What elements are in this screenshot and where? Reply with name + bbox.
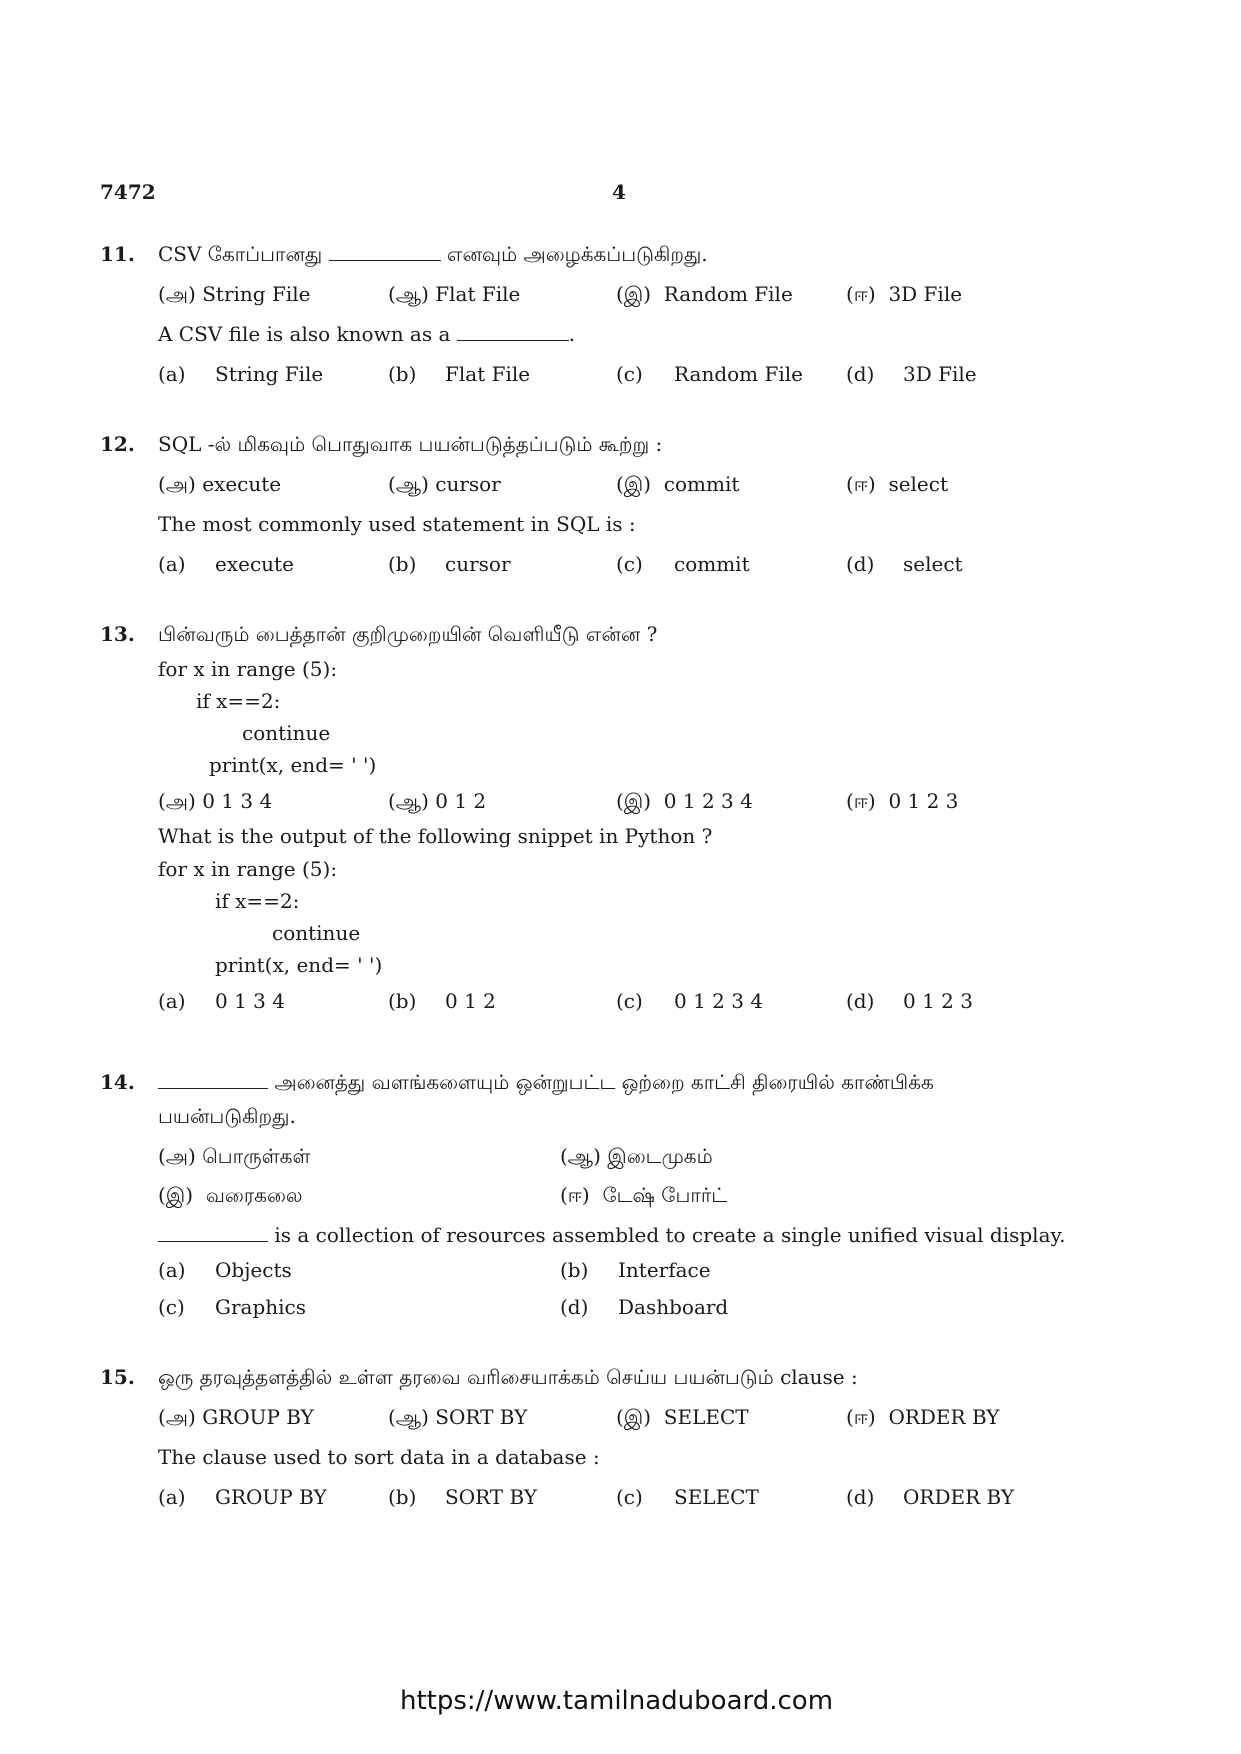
q12-en-opt-b-text: cursor: [445, 552, 511, 576]
question-number-11: 11.: [100, 242, 135, 266]
q13-ta-opt-4: (ஈ) 0 1 2 3: [846, 789, 959, 813]
q11-en-opt-a: (a): [158, 362, 186, 386]
q12-tamil-stem: SQL -ல் மிகவும் பொதுவாக பயன்படுத்தப்படும் கூற்று :: [158, 432, 663, 456]
q13-en-opt-d-text: 0 1 2 3: [903, 989, 973, 1013]
q11-ta-opt-2: (ஆ) Flat File: [388, 282, 521, 306]
q11-en-opt-c-text: Random File: [674, 362, 803, 386]
q12-en-opt-a-text: execute: [215, 552, 294, 576]
q12-en-opt-b: (b): [388, 552, 417, 576]
code-line: print(x, end= ' '): [209, 753, 377, 777]
q11-en-opt-c: (c): [616, 362, 643, 386]
q14-en-opt-c: (c): [158, 1295, 185, 1319]
q14-en-opt-a-text: Objects: [215, 1258, 292, 1282]
q14-tamil-stem-line1: அனைத்து வளங்களையும் ஒன்றுபட்ட ஒற்றை காட்சி திரையில் காண்பிக்க: [158, 1070, 934, 1097]
q14-en-opt-b-text: Interface: [618, 1258, 711, 1282]
q15-en-opt-d-text: ORDER BY: [903, 1485, 1015, 1509]
q11-en-opt-b-text: Flat File: [445, 362, 531, 386]
q14-en-opt-d-text: Dashboard: [618, 1295, 729, 1319]
q13-ta-opt-2: (ஆ) 0 1 2: [388, 789, 487, 813]
page-number: 4: [612, 180, 626, 204]
q15-tamil-stem: ஒரு தரவுத்தளத்தில் உள்ள தரவை வரிசையாக்கம் செய்ய பயன்படும் clause :: [158, 1365, 858, 1389]
q11-ta-opt-1: (அ) String File: [158, 282, 311, 306]
code-line: print(x, end= ' '): [215, 953, 383, 977]
q15-ta-opt-1: (அ) GROUP BY: [158, 1405, 314, 1429]
q15-en-opt-c-text: SELECT: [674, 1485, 759, 1509]
q11-en-opt-b: (b): [388, 362, 417, 386]
q12-ta-opt-3: (இ) commit: [616, 472, 740, 496]
q12-ta-opt-1: (அ) execute: [158, 472, 282, 496]
q14-ta-opt-2: (ஆ) இடைமுகம்: [560, 1144, 713, 1168]
code-line: if x==2:: [196, 689, 281, 713]
q15-en-opt-a: (a): [158, 1485, 186, 1509]
answer-blank: [158, 1240, 268, 1242]
q12-en-opt-c: (c): [616, 552, 643, 576]
q15-ta-opt-2: (ஆ) SORT BY: [388, 1405, 528, 1429]
q12-en-opt-d-text: select: [903, 552, 963, 576]
q14-english-stem: is a collection of resources assembled to create a single unified visual display.: [158, 1223, 1066, 1247]
q14-ta-opt-1: (அ) பொருள்கள்: [158, 1144, 311, 1168]
q14-ta-opt-4: (ஈ) டேஷ் போர்ட்: [560, 1183, 728, 1207]
q14-tamil-stem-line2: பயன்படுகிறது.: [158, 1104, 296, 1128]
q13-en-opt-d: (d): [846, 989, 875, 1013]
question-number-14: 14.: [100, 1070, 135, 1094]
q13-english-stem: What is the output of the following snippet in Python ?: [158, 824, 713, 848]
q12-ta-opt-4: (ஈ) select: [846, 472, 949, 496]
q15-ta-opt-3: (இ) SELECT: [616, 1405, 749, 1429]
q15-english-stem: The clause used to sort data in a database :: [158, 1445, 600, 1469]
q14-en-opt-a: (a): [158, 1258, 186, 1282]
q12-english-stem: The most commonly used statement in SQL is :: [158, 512, 636, 536]
q14-ta-opt-3: (இ) வரைகலை: [158, 1183, 303, 1207]
q13-en-opt-a-text: 0 1 3 4: [215, 989, 285, 1013]
q15-en-opt-a-text: GROUP BY: [215, 1485, 327, 1509]
answer-blank: [158, 1087, 268, 1089]
answer-blank: [457, 339, 569, 341]
question-number-15: 15.: [100, 1365, 135, 1389]
q12-en-opt-c-text: commit: [674, 552, 750, 576]
q12-en-opt-a: (a): [158, 552, 186, 576]
q11-tamil-stem: CSV கோப்பானது எனவும் அழைக்கப்படுகிறது.: [158, 242, 708, 266]
q14-en-opt-d: (d): [560, 1295, 589, 1319]
q14-en-opt-b: (b): [560, 1258, 589, 1282]
q12-ta-opt-2: (ஆ) cursor: [388, 472, 501, 496]
question-number-13: 13.: [100, 622, 135, 646]
footer-url[interactable]: https://www.tamilnaduboard.com: [400, 1686, 834, 1716]
q11-ta-opt-4: (ஈ) 3D File: [846, 282, 963, 306]
q12-en-opt-d: (d): [846, 552, 875, 576]
q15-en-opt-b-text: SORT BY: [445, 1485, 538, 1509]
code-line: for x in range (5):: [158, 857, 338, 881]
code-line: continue: [272, 921, 361, 945]
q15-en-opt-b: (b): [388, 1485, 417, 1509]
code-line: continue: [242, 721, 331, 745]
paper-code: 7472: [100, 180, 156, 204]
q13-en-opt-b-text: 0 1 2: [445, 989, 496, 1013]
q11-ta-opt-3: (இ) Random File: [616, 282, 793, 306]
q14-en-opt-c-text: Graphics: [215, 1295, 307, 1319]
q13-en-opt-a: (a): [158, 989, 186, 1013]
q13-ta-opt-3: (இ) 0 1 2 3 4: [616, 789, 753, 813]
question-number-12: 12.: [100, 432, 135, 456]
q11-en-opt-d-text: 3D File: [903, 362, 977, 386]
q13-en-opt-b: (b): [388, 989, 417, 1013]
q15-en-opt-c: (c): [616, 1485, 643, 1509]
code-line: for x in range (5):: [158, 657, 338, 681]
q13-tamil-stem: பின்வரும் பைத்தான் குறிமுறையின் வெளியீடு என்ன ?: [158, 622, 658, 646]
code-line: if x==2:: [215, 889, 300, 913]
q11-en-opt-a-text: String File: [215, 362, 324, 386]
answer-blank: [329, 259, 441, 261]
q15-en-opt-d: (d): [846, 1485, 875, 1509]
q11-en-opt-d: (d): [846, 362, 875, 386]
q13-en-opt-c: (c): [616, 989, 643, 1013]
q13-en-opt-c-text: 0 1 2 3 4: [674, 989, 764, 1013]
q15-ta-opt-4: (ஈ) ORDER BY: [846, 1405, 1000, 1429]
q11-english-stem: A CSV file is also known as a .: [158, 322, 576, 346]
q13-ta-opt-1: (அ) 0 1 3 4: [158, 789, 273, 813]
